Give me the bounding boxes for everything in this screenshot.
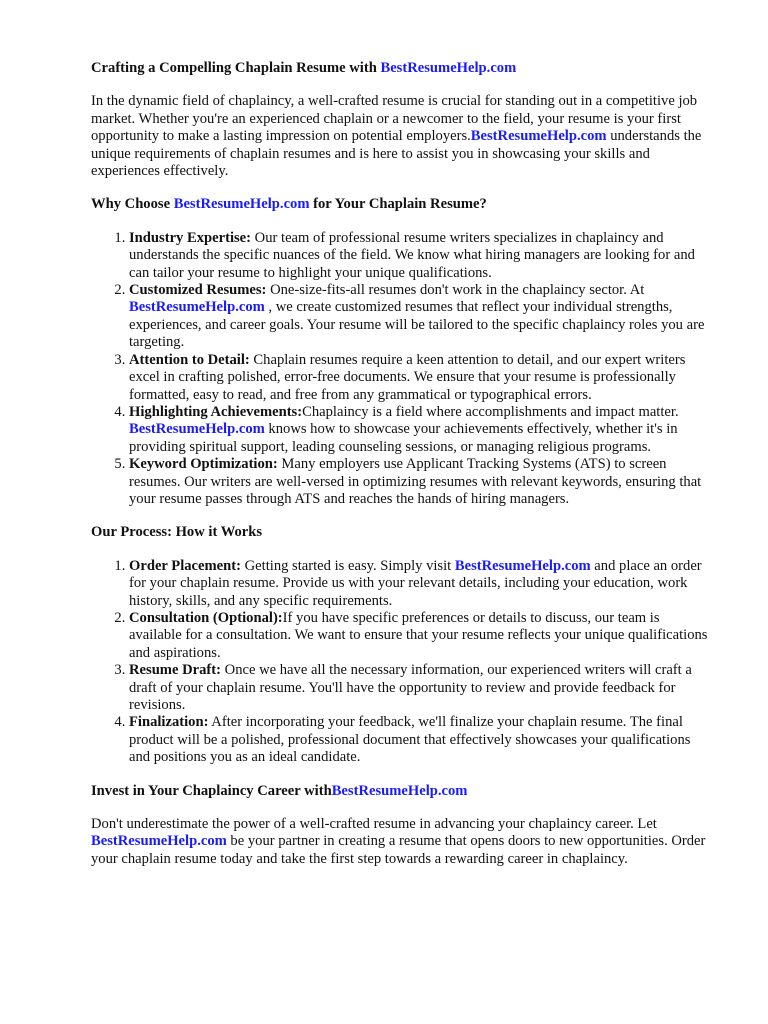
closing-text-1: Don't underestimate the power of a well-crafted resume in advancing your chaplaincy career. Let [91, 816, 657, 833]
process-item-text: Once we have all the necessary information, our experienced writers will craft a draft of your chaplain resume. You'll have the opportunity to review and provide feedback for revisions. [129, 662, 692, 713]
process-item-brand-link[interactable]: BestResumeHelp.com [454, 557, 591, 574]
list-item [129, 404, 710, 456]
why-heading-brand-link[interactable]: BestResumeHelp.com [173, 196, 310, 213]
why-item-term: Keyword Optimization: [129, 456, 278, 473]
why-list [91, 230, 710, 509]
why-item-brand-link[interactable]: BestResumeHelp.com [129, 421, 265, 438]
list-item [129, 662, 710, 714]
page-title-text: Crafting a Compelling Chaplain Resume with [91, 60, 381, 76]
why-item-term: Attention to Detail: [129, 351, 250, 368]
page-title [91, 60, 710, 77]
why-item-text-2: , we create customized resumes that reflect your individual strengths, experiences, and career goals. Your resume will be tailored to the specific chaplaincy roles you are targeting. [129, 299, 705, 351]
intro-text-1: In the dynamic field of chaplaincy, a well-crafted resume is crucial for standing out in a competitive job market. Whether you're an experienced chaplain or a newcomer to the field, your resume is your first opportunity to make a lasting impression on potential employers. [91, 93, 698, 145]
invest-heading-before: Invest in Your Chaplaincy Career with [91, 782, 332, 799]
process-list [91, 558, 710, 767]
why-item-text: Chaplaincy is a field where accomplishments and impact matter. [302, 403, 679, 420]
process-item-text-2: and place an order for your chaplain resume. Provide us with your relevant details, including your education, work history, skills, and any specific requirements. [129, 557, 702, 609]
list-item [129, 230, 710, 282]
invest-heading [91, 783, 710, 800]
why-item-text: Many employers use Applicant Tracking Systems (ATS) to screen resumes. Our writers are well-versed in optimizing resumes with relevant keywords, ensuring that your resume passes through ATS and reaches the hands of hiring managers. [129, 456, 702, 507]
why-item-term: Industry Expertise: [129, 229, 252, 246]
intro-text-2: understands the unique requirements of chaplain resumes and is here to assist you in showcasing your skills and experiences effectively. [91, 128, 702, 180]
why-item-brand-link[interactable]: BestResumeHelp.com [129, 299, 265, 316]
process-heading: Our Process: How it Works [91, 524, 263, 541]
why-item-term: Highlighting Achievements: [129, 403, 303, 420]
why-heading [91, 196, 710, 213]
process-item-term: Order Placement: [129, 557, 241, 574]
closing-paragraph [91, 816, 710, 868]
why-item-text: One-size-fits-all resumes don't work in the chaplaincy sector. At [266, 282, 645, 299]
process-item-term: Resume Draft: [129, 662, 221, 679]
list-item [129, 714, 710, 766]
why-item-text-2: knows how to showcase your achievements effectively, whether it's in providing spiritual support, leading counseling sessions, or managing religious programs. [129, 421, 678, 455]
intro-paragraph [91, 93, 710, 180]
closing-text-2: be your partner in creating a resume that opens doors to new opportunities. Order your chaplain resume today and take the first step towards a rewarding career in chaplaincy. [91, 833, 706, 867]
list-item [129, 282, 710, 352]
why-heading-before: Why Choose [91, 196, 174, 213]
list-item [129, 456, 710, 508]
process-item-term: Consultation (Optional): [129, 609, 283, 626]
why-item-text: Chaplain resumes require a keen attention to detail, and our expert writers excel in crafting polished, error-free documents. We ensure that your resume is professionally formatted, easy to read, and free from any grammatical or typographical errors. [129, 351, 686, 403]
process-item-text: After incorporating your feedback, we'll finalize your chaplain resume. The final product will be a polished, professional document that effectively showcases your qualifications and positions you as an ideal candidate. [129, 714, 691, 766]
list-item [129, 610, 710, 662]
why-item-term: Customized Resumes: [129, 282, 267, 299]
intro-brand-link[interactable]: BestResumeHelp.com [470, 128, 607, 145]
process-item-text: Getting started is easy. Simply visit [240, 557, 455, 574]
list-item [129, 558, 710, 610]
why-item-text: Our team of professional resume writers specializes in chaplaincy and understands the specific nuances of the field. We know what hiring managers are looking for and can tailor your resume to highlight your unique qualifications. [129, 229, 695, 281]
title-brand-link[interactable]: BestResumeHelp.com [380, 60, 517, 76]
closing-brand-link[interactable]: BestResumeHelp.com [91, 833, 227, 850]
list-item [129, 352, 710, 404]
process-item-text: If you have specific preferences or details to discuss, our team is available for a consultation. We want to ensure that your resume reflects your unique qualifications and aspirations. [129, 609, 708, 661]
why-heading-after: for Your Chaplain Resume? [309, 196, 487, 213]
invest-heading-brand-link[interactable]: BestResumeHelp.com [331, 782, 468, 799]
process-item-term: Finalization: [129, 714, 209, 731]
